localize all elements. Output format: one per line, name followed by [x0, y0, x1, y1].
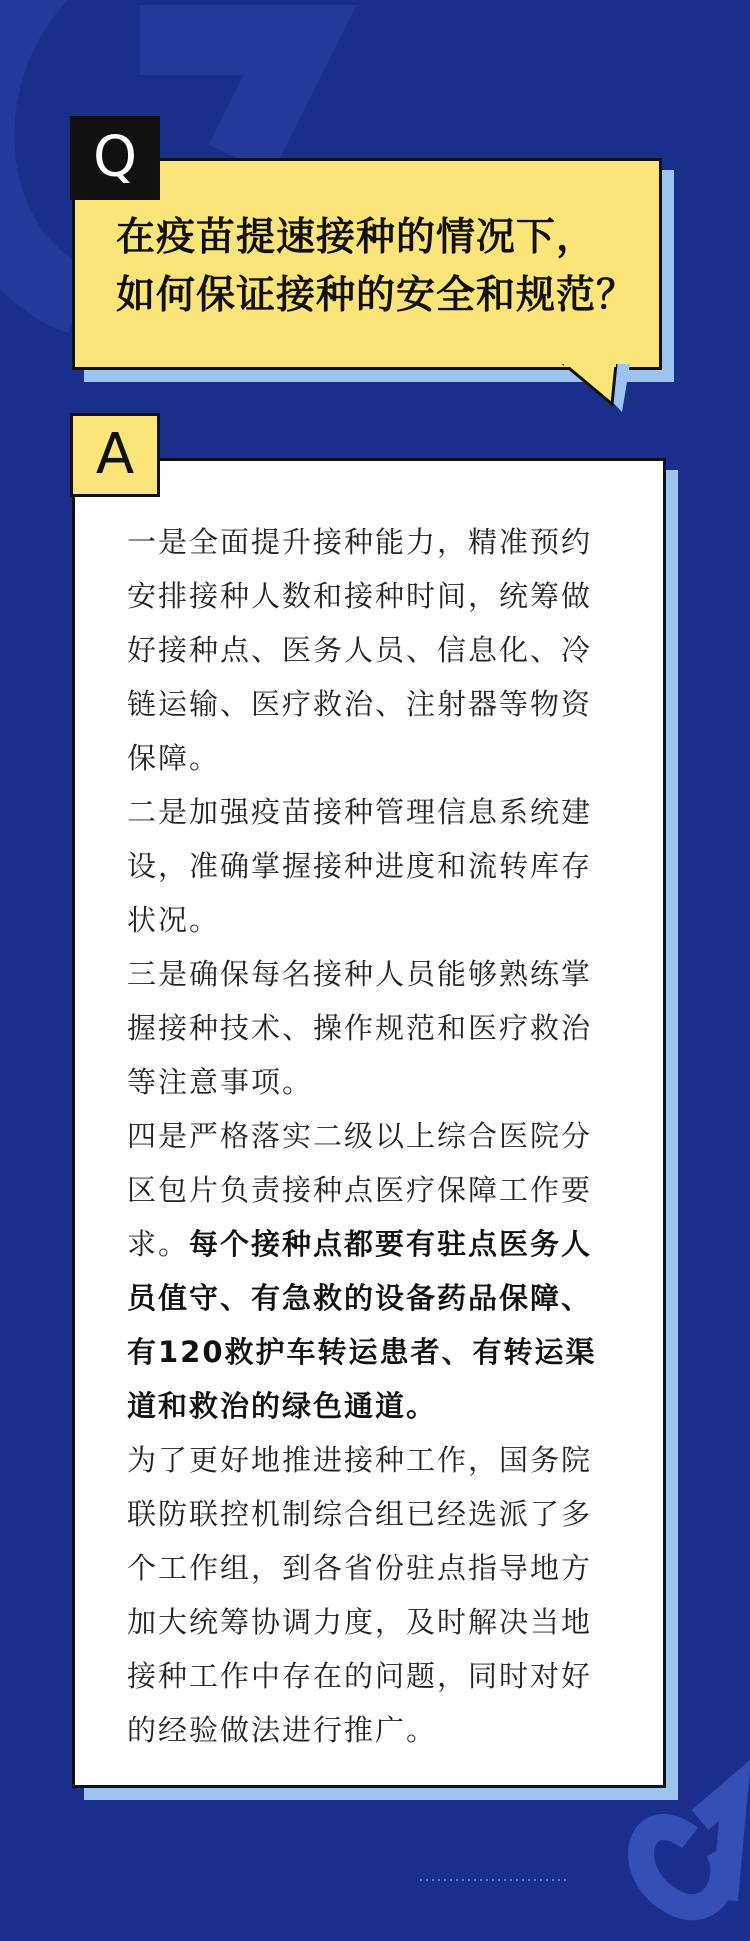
text-line: 等注意事项。: [127, 1065, 314, 1099]
question-line-1: 在疫苗提速接种的情况下，: [116, 214, 597, 260]
text-line: 一是全面提升接种能力，精准预约: [127, 525, 593, 559]
text-line: 加大统筹协调力度，及时解决当地: [127, 1605, 593, 1639]
answer-paragraph-3: [127, 947, 627, 1109]
bold-text-line: 员值守、有急救的设备药品保障、: [127, 1281, 593, 1315]
answer-paragraph-4: [127, 1109, 627, 1433]
answer-paragraph-1: [127, 515, 627, 785]
text-line: 个工作组，到各省份驻点指导地方: [127, 1551, 593, 1585]
bold-text-line: 道和救治的绿色通道。: [127, 1389, 438, 1423]
text-line: 求。: [127, 1227, 190, 1261]
question-title: [116, 208, 656, 324]
bold-text-line: 每个接种点都要有驻点医务人: [189, 1227, 593, 1261]
text-line: 二是加强疫苗接种管理信息系统建: [127, 795, 593, 829]
text-line: 为了更好地推进接种工作，国务院: [127, 1443, 593, 1477]
speech-bubble-tail: [560, 364, 680, 424]
answer-paragraph-2: [127, 785, 627, 947]
text-line: 保障。: [127, 741, 221, 775]
text-line: 的经验做法进行推广。: [127, 1713, 438, 1747]
text-line: 三是确保每名接种人员能够熟练掌: [127, 957, 593, 991]
answer-badge: A: [70, 413, 160, 497]
answer-body: [127, 515, 627, 1757]
dotted-divider: [420, 1878, 570, 1882]
text-line: 好接种点、医务人员、信息化、冷: [127, 633, 593, 667]
answer-paragraph-5: [127, 1433, 627, 1757]
question-line-2: 如何保证接种的安全和规范？: [116, 272, 637, 318]
bold-text-line: 有120救护车转运患者、有转运渠: [127, 1335, 597, 1369]
text-line: 接种工作中存在的问题，同时对好: [127, 1659, 593, 1693]
text-line: 四是严格落实二级以上综合医院分: [127, 1119, 593, 1153]
text-line: 状况。: [127, 903, 221, 937]
question-badge: Q: [70, 116, 160, 200]
text-line: 安排接种人数和接种时间，统筹做: [127, 579, 593, 613]
text-line: 区包片负责接种点医疗保障工作要: [127, 1173, 593, 1207]
text-line: 设，准确掌握接种进度和流转库存: [127, 849, 593, 883]
text-line: 握接种技术、操作规范和医疗救治: [127, 1011, 593, 1045]
text-line: 链运输、医疗救治、注射器等物资: [127, 687, 593, 721]
text-line: 联防联控机制综合组已经选派了多: [127, 1497, 593, 1531]
